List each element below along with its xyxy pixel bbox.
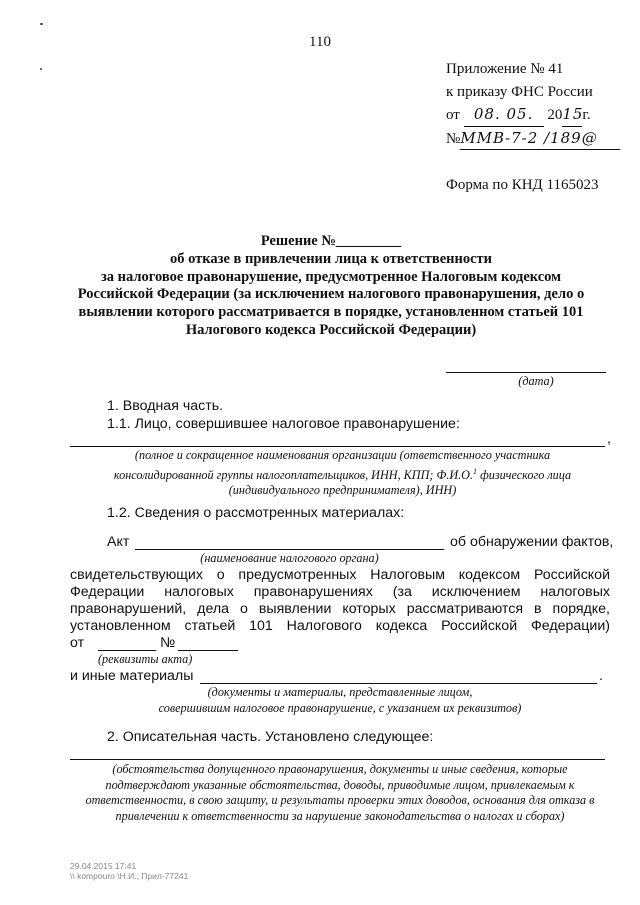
appendix-date: от 08. 05. 2015г. [446,103,620,127]
section-1-heading: 1. Вводная часть. [107,398,224,414]
description-caption: (обстоятельства допущенного правонарушения, документы и иные сведения, которые подтверждают указанные обстоятельства, доводы, приводимые лицом, привлекаемым к ответственности, в свою защиту, и результаты проверки этих доводов, основания для отказа в привлечении к ответственности за нарушение законодательства о налогах и сборах) [85,762,595,823]
scan-speck [40,68,42,70]
act-tail: об обнаружении фактов, [450,534,614,550]
appendix-block [446,58,620,150]
form-code: Форма по КНД 1165023 [446,177,599,193]
act-number-line [178,650,238,651]
section-2-heading: 2. Описательная часть. Установлено следующее: [107,729,434,745]
date-line [446,372,606,373]
appendix-line2: к приказу ФНС России [446,83,593,100]
person-caption: (полное и сокращенное наименования организации (ответственного участника консолидированной группы налогоплательщиков, ИНН, КПП; Ф.И.О.$^1$ физического лица (индивидуального предпринимателя), ИНН) [113,448,572,498]
title-line1: Решение №_________ [260,233,402,249]
handwritten-number: ММВ-7-2 /189@ [460,127,620,151]
title-line3: за налоговое правонарушение, предусмотренное Налоговым кодексом [100,268,562,285]
scan-speck [40,23,43,25]
act-label: Акт [107,534,130,550]
print-stamp: 29.04.2015 17:41 \\ kompouro \Н.И.; Прил-77241 [70,861,189,881]
act-date-label: от [70,635,85,651]
title-line2: об отказе в привлечении лица к ответственности [169,250,493,267]
act-date-line [98,650,156,651]
appendix-number: №ММВ-7-2 /189@ [446,127,620,151]
other-materials-caption: (документы и материалы, представленные лицом, совершившим налоговое правонарушение, с указанием их реквизитов) [158,685,522,715]
date-caption: (дата) [518,374,554,388]
page-number: 110 [309,34,331,50]
act-authority-line [135,549,444,550]
document-title [60,233,602,340]
person-line [70,446,605,447]
handwritten-year: 15 [562,103,582,127]
act-requisites-caption: (реквизиты акта) [98,652,193,666]
appendix-line1: Приложение № 41 [446,61,564,77]
facts-paragraph: свидетельствующих о предусмотренных Налоговым кодексом Российской Федерации налоговых правонарушениях (за исключением налоговых правонарушений, дела о выявлении которых рассматриваются в порядке, установленном статьей 101 Налогового кодекса Российской Федерации) [70,567,610,634]
act-caption: (наименование налогового органа) [200,551,379,565]
other-materials-label: и иные материалы [70,668,194,684]
other-materials-line [200,683,597,684]
section-1-2-heading: 1.2. Сведения о рассмотренных материалах: [107,505,405,521]
title-line6: Налогового кодекса Российской Федерации) [185,321,477,338]
title-line4: Российской Федерации (за исключением налогового правонарушения, дело о [77,286,585,303]
description-line [70,759,605,760]
act-number-label: № [160,635,176,651]
section-1-1-heading: 1.1. Лицо, совершившее налоговое правонарушение: [107,416,460,432]
title-line5: выявлении которого рассматривается в порядке, установленном статьей 101 [78,304,584,321]
handwritten-date: 08. 05. [464,103,544,127]
